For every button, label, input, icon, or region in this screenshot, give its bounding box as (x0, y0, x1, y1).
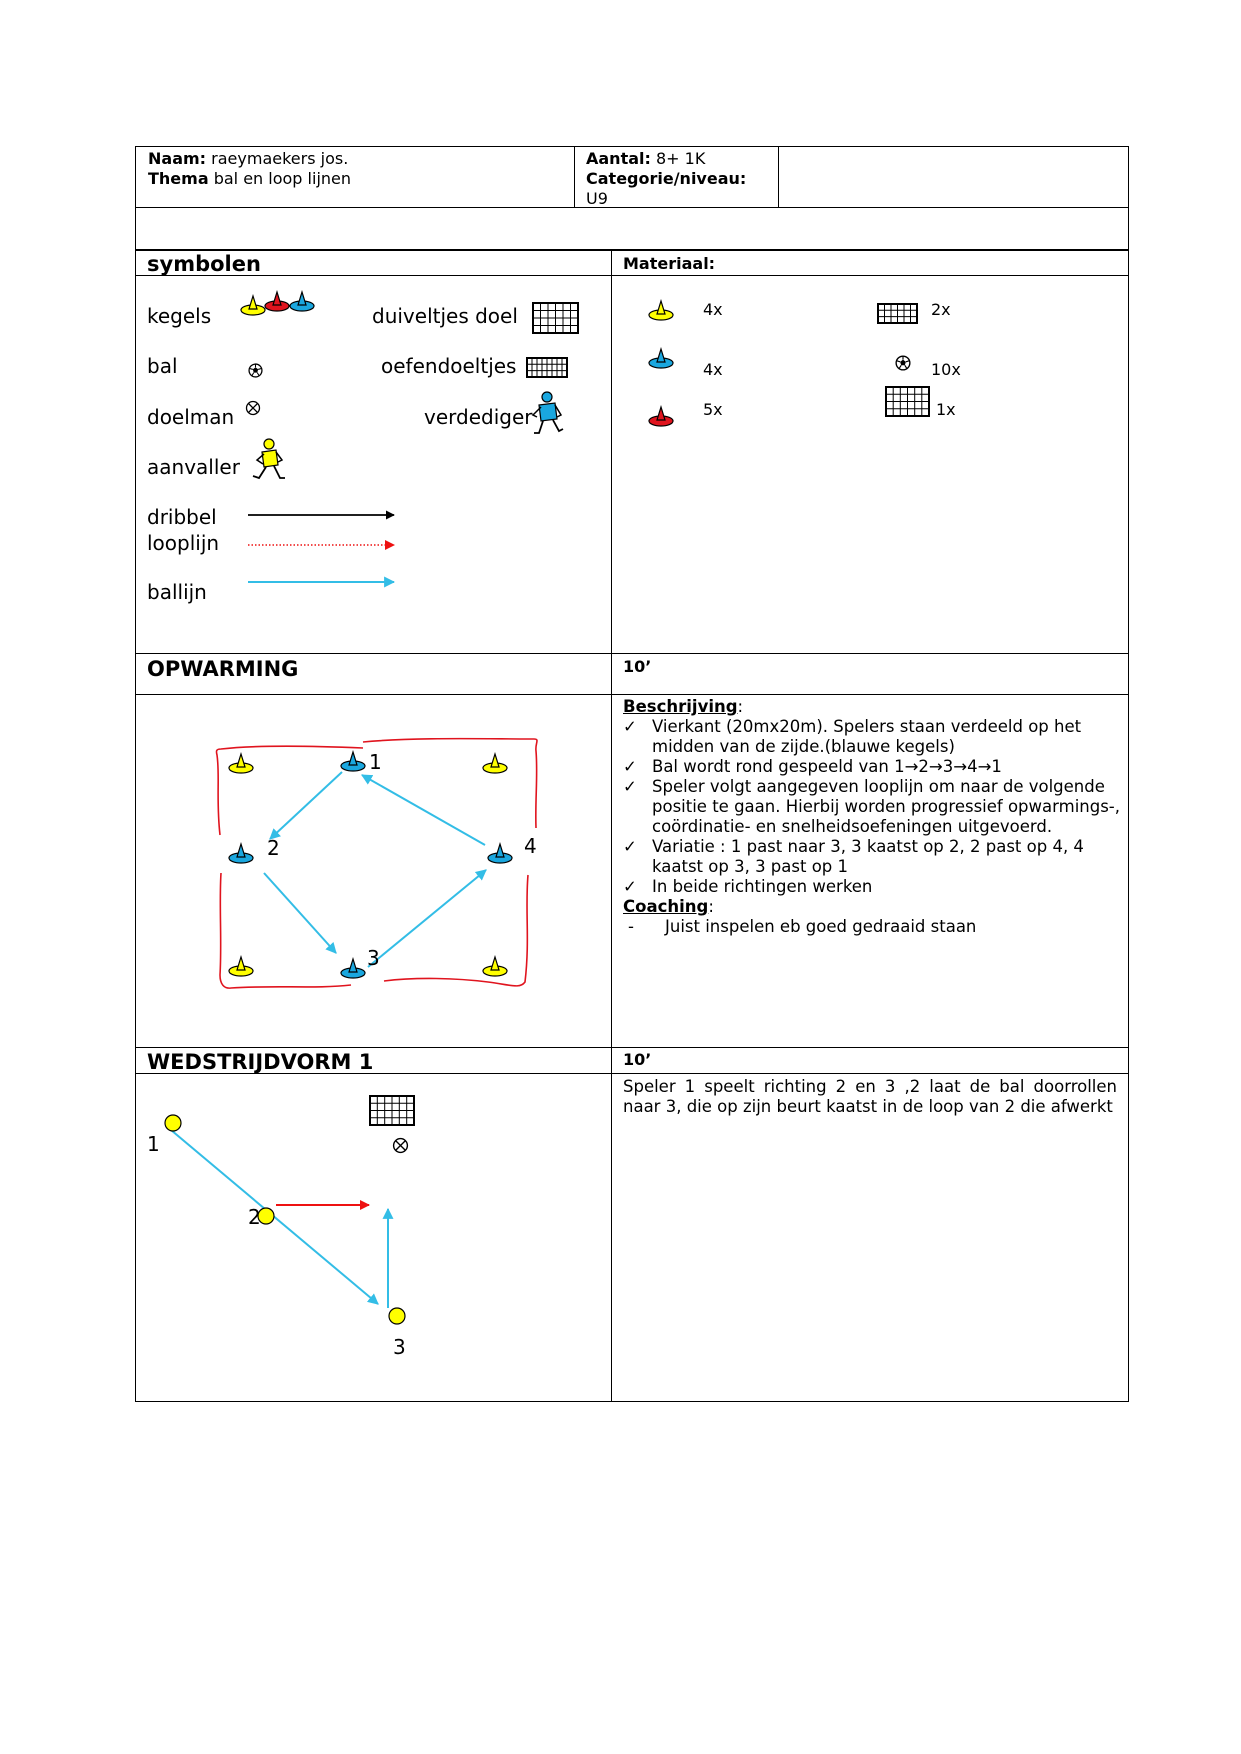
opwarming-duration: 10’ (623, 657, 652, 676)
material-balls-count: 10x (931, 360, 961, 379)
checkmark-icon: ✓ (623, 877, 637, 896)
checkmark-icon: ✓ (623, 757, 637, 776)
material-ball-icon (896, 356, 910, 370)
description-item: ✓ Bal wordt rond gespeeld van 1→2→3→4→1 (623, 757, 1002, 776)
header-naam (148, 149, 348, 169)
materiaal-graphics (612, 276, 1128, 653)
player-label: 2 (248, 1205, 261, 1229)
player-label: 3 (393, 1335, 406, 1359)
beschrijving-label: Beschrijving (623, 697, 738, 716)
defender-icon (533, 392, 563, 433)
blue-cone-icon (290, 292, 314, 311)
material-yellow-cones-count: 4x (703, 300, 723, 319)
wedstrijdvorm-diagram (136, 1074, 611, 1401)
symbolen-title: symbolen (147, 252, 261, 276)
position-label: 3 (367, 946, 380, 970)
opwarming-title: OPWARMING (147, 657, 299, 681)
corner-cone-icon (483, 754, 507, 773)
material-blue-cones-count: 4x (703, 360, 723, 379)
wedstrijdvorm-description: Speler 1 speelt richting 2 en 3 ,2 laat de bal doorrollen naar 3, die op zijn beurt kaatst in de loop van 2 die afwerkt (623, 1077, 1117, 1116)
material-yellow-cone-icon (649, 301, 673, 320)
materiaal-title: Materiaal: (623, 254, 716, 273)
material-red-cones-count: 5x (703, 400, 723, 419)
header-aantal (586, 149, 705, 169)
label-aanvaller: aanvaller (147, 455, 240, 479)
checkmark-icon: ✓ (623, 837, 637, 856)
position-cone-icon (341, 959, 365, 978)
yellow-cone-icon (241, 296, 265, 315)
categorie-value: U9 (586, 189, 608, 208)
label-dribbel: dribbel (147, 505, 217, 529)
goal-icon (533, 303, 578, 333)
player-marker (165, 1115, 181, 1131)
pass-lines (264, 772, 486, 967)
thema-value: bal en loop lijnen (213, 169, 352, 188)
small-goal-icon (527, 358, 567, 377)
player-marker (389, 1308, 405, 1324)
description-item: ✓ In beide richtingen werken (623, 877, 873, 896)
goal-icon (370, 1096, 414, 1125)
attacker-icon (253, 439, 285, 478)
checkmark-icon: ✓ (623, 777, 637, 796)
description-item: ✓ Vierkant (20mx20m). Spelers staan verdeeld op het midden van de zijde.(blauwe kegels) (623, 717, 1082, 756)
coaching-label: Coaching (623, 897, 709, 916)
material-red-cone-icon (649, 407, 673, 426)
position-label: 2 (267, 836, 280, 860)
naam-label: Naam: (148, 149, 207, 168)
header-thema (148, 169, 351, 189)
categorie-label: Categorie/niveau: (586, 169, 747, 188)
goalkeeper-icon (394, 1139, 408, 1153)
position-cone-icon (229, 844, 253, 863)
aantal-value: 8+ 1K (656, 149, 706, 168)
label-bal: bal (147, 354, 178, 378)
label-duiveltjes-doel: duiveltjes doel (372, 304, 518, 328)
material-small-goal-icon (878, 304, 917, 323)
coaching-item: - Juist inspelen eb goed gedraaid staan (628, 917, 977, 936)
material-goal-icon (886, 387, 929, 416)
dash-bullet-icon: - (628, 917, 634, 936)
opwarming-diagram (136, 695, 611, 1047)
material-blue-cone-icon (649, 349, 673, 368)
player-label: 1 (147, 1132, 160, 1156)
label-oefendoeltjes: oefendoeltjes (381, 354, 517, 378)
label-looplijn: looplijn (147, 531, 220, 555)
opwarming-description: Beschrijving: ✓ Vierkant (20mx20m). Spelers staan verdeeld op het midden van de zijde.(blauwe kegels) ✓ Bal wordt rond gespeeld van 1→2→3→4→1 ✓ Speler volgt aangegeven looplijn om naar de volgende positie te gaan. Hierbij worden progressief opwarmings-, coördinatie- en snelheidsoefeningen uitgevoerd. ✓ Variatie : 1 past naar 3, 3 kaatst op 2, 2 past op 4, 4 kaatst op 3, 3 past op 1 ✓ In beide richtingen werken Coaching: - Juist inspelen eb goed gedraaid staan (623, 697, 1121, 936)
thema-label: Thema (148, 169, 209, 188)
naam-value: raeymaekers jos. (211, 149, 349, 168)
label-verdediger: verdediger (424, 405, 533, 429)
description-item: ✓ Speler volgt aangegeven looplijn om naar de volgende positie te gaan. Hierbij worden progressief opwarmings-, coördinatie- en snelheidsoefeningen uitgevoerd. (623, 777, 1121, 836)
wedstrijdvorm-title: WEDSTRIJDVORM 1 (147, 1050, 374, 1074)
position-cone-icon (488, 844, 512, 863)
checkmark-icon: ✓ (623, 717, 637, 736)
red-cone-icon (265, 292, 289, 311)
position-label: 4 (524, 834, 537, 858)
wedstrijdvorm-duration: 10’ (623, 1050, 652, 1069)
corner-cone-icon (483, 957, 507, 976)
header-categorie (586, 169, 746, 189)
corner-cone-icon (229, 754, 253, 773)
position-label: 1 (369, 750, 382, 774)
label-doelman: doelman (147, 405, 235, 429)
material-big-goal-count: 1x (936, 400, 956, 419)
symbolen-legend-graphics (136, 276, 611, 653)
material-small-goals-count: 2x (931, 300, 951, 319)
description-item: ✓ Variatie : 1 past naar 3, 3 kaatst op 2, 2 past op 4, 4 kaatst op 3, 3 past op 1 (623, 837, 1084, 876)
aantal-label: Aantal: (586, 149, 651, 168)
goalkeeper-icon (247, 402, 260, 415)
label-ballijn: ballijn (147, 580, 207, 604)
position-cone-icon (341, 752, 365, 771)
corner-cone-icon (229, 957, 253, 976)
label-kegels: kegels (147, 304, 212, 328)
ball-icon (249, 364, 262, 377)
